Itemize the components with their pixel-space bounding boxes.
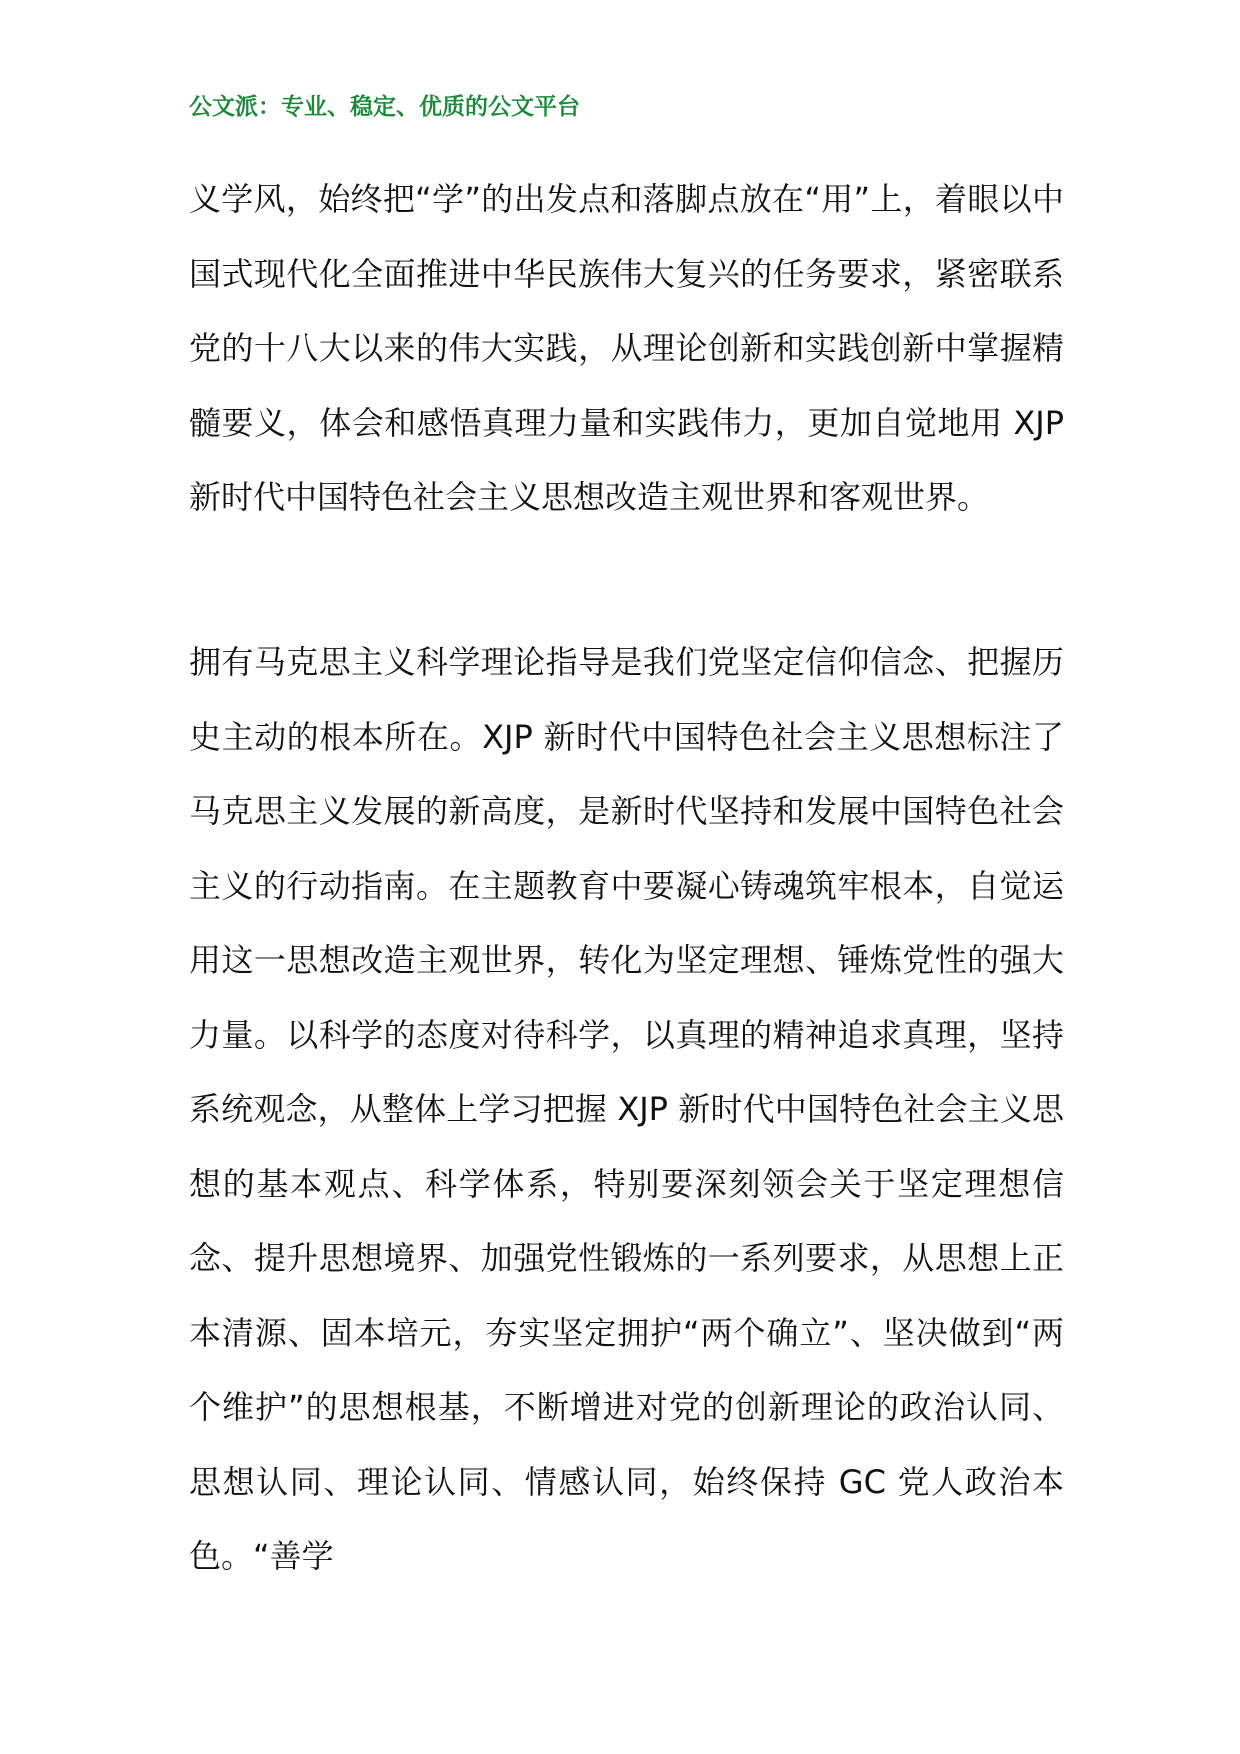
body-paragraph-2 — [189, 625, 1064, 1594]
body-paragraph-1 — [189, 162, 1064, 535]
site-header-slogan: 公文派：专业、稳定、优质的公文平台 — [189, 94, 580, 120]
paragraph-text: 义学风，始终把“学”的出发点和落脚点放在“用”上，着眼以中国式现代化全面推进中华民族伟大复兴的任务要求，紧密联系党的十八大以来的伟大实践，从理论创新和实践创新中掌握精髓要义，体会和感悟真理力量和实践伟力，更加自觉地用 XJP 新时代中国特色社会主义思想改造主观世界和客观世界。 — [189, 180, 1064, 516]
paragraph-text: 拥有马克思主义科学理论指导是我们党坚定信仰信念、把握历史主动的根本所在。XJP 新时代中国特色社会主义思想标注了马克思主义发展的新高度，是新时代坚持和发展中国特色社会主义的行动指南。在主题教育中要凝心铸魂筑牢根本，自觉运用这一思想改造主观世界，转化为坚定理想、锤炼党性的强大力量。以科学的态度对待科学，以真理的精神追求真理，坚持系统观念，从整体上学习把握 XJP 新时代中国特色社会主义思想的基本观点、科学体系，特别要深刻领会关于坚定理想信念、提升思想境界、加强党性锻炼的一系列要求，从思想上正本清源、固本培元，夯实坚定拥护“两个确立”、坚决做到“两个维护”的思想根基，不断增进对党的创新理论的政治认同、思想认同、理论认同、情感认同，始终保持 GC 党人政治本色。“善学 — [189, 643, 1064, 1575]
